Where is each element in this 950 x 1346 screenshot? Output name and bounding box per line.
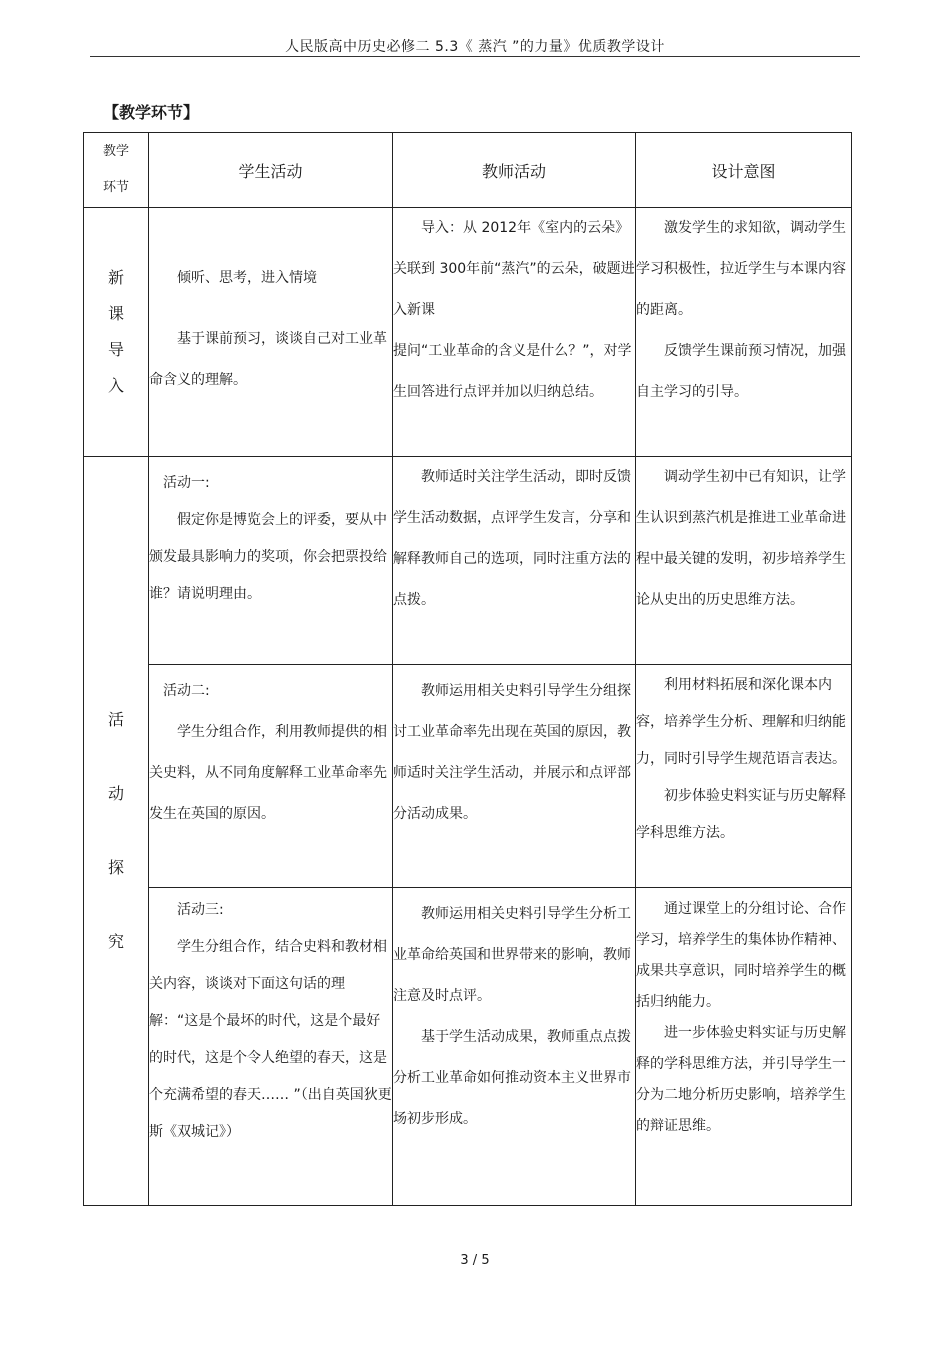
- teacher-cell: [393, 665, 636, 888]
- page-number: 3 / 5: [460, 1253, 490, 1268]
- student-text: 学生分组合作，利用教师提供的相关史料，从不同角度解释工业革命率先发生在英国的原因。: [149, 724, 387, 822]
- table-row: [84, 665, 852, 888]
- spacer: [149, 299, 392, 319]
- teacher-cell: [393, 457, 636, 665]
- teaching-stages-table: [83, 132, 852, 1206]
- student-text: 倾听、思考，进入情境: [177, 270, 317, 286]
- header-stage: [84, 133, 149, 208]
- header-intent: 设计意图: [636, 133, 852, 208]
- student-cell: [149, 888, 393, 1206]
- header-stage-label-1: 教学: [102, 144, 129, 159]
- teacher-cell: [393, 888, 636, 1206]
- intent-cell: [636, 665, 852, 888]
- header-student: 学生活动: [149, 133, 393, 208]
- table-row: [84, 208, 852, 457]
- teacher-text: 导入：从 2012年《室内的云朵》关联到 300年前“蒸汽”的云朵，破题进入新课: [393, 220, 635, 318]
- stage-activity: [84, 457, 149, 1206]
- header-divider: [90, 56, 860, 57]
- intent-text: 反馈学生课前预习情况，加强自主学习的引导。: [636, 343, 846, 400]
- intent-cell: [636, 888, 852, 1206]
- stage-activity-char: 活: [107, 710, 124, 729]
- student-text: 学生分组合作，结合史料和教材相关内容，谈谈对下面这句话的理解：“这是个最坏的时代，这是个最好的时代，这是个令人绝望的春天，这是个充满希望的春天…… ”（出自英国狄更斯《双城记》）: [149, 939, 392, 1140]
- table-row: [84, 457, 852, 665]
- teacher-cell: [393, 208, 636, 457]
- section-title: 【教学环节】: [103, 103, 200, 122]
- stage-intro-char: 导: [107, 340, 124, 359]
- student-cell: [149, 208, 393, 457]
- stage-activity-char: 动: [107, 784, 124, 803]
- stage-intro-char: 新: [107, 268, 124, 287]
- stage-intro-char: 入: [107, 376, 124, 395]
- activity-label: 活动二:: [163, 683, 210, 699]
- intent-text: 进一步体验史料实证与历史解释的学科思维方法，并引导学生一分为二地分析历史影响，培养学生的辩证思维。: [636, 1025, 846, 1134]
- header-stage-label-2: 环节: [102, 180, 129, 195]
- activity-label: 活动一:: [163, 475, 210, 491]
- teacher-text: 基于学生活动成果，教师重点点拨分析工业革命如何推动资本主义世界市场初步形成。: [393, 1029, 631, 1127]
- student-cell: [149, 665, 393, 888]
- intent-cell: [636, 208, 852, 457]
- student-text: 假定你是博览会上的评委，要从中颁发最具影响力的奖项，你会把票投给谁？请说明理由。: [149, 512, 387, 602]
- stage-activity-char: 探: [107, 858, 124, 877]
- page-header: 人民版高中历史必修二 5.3《 蒸汽 ”的力量》优质教学设计: [285, 39, 665, 55]
- intent-text: 通过课堂上的分组讨论、合作学习，培养学生的集体协作精神、成果共享意识，同时培养学生的概括归纳能力。: [636, 901, 846, 1010]
- teacher-text: 教师适时关注学生活动，即时反馈学生活动数据，点评学生发言，分享和解释教师自己的选项，同时注重方法的点拨。: [393, 469, 631, 608]
- stage-intro: [84, 208, 149, 457]
- intent-text: 初步体验史料实证与历史解释学科思维方法。: [636, 788, 846, 841]
- header-teacher: 教师活动: [393, 133, 636, 208]
- student-text: 基于课前预习，谈谈自己对工业革命含义的理解。: [149, 331, 387, 388]
- intent-text: 调动学生初中已有知识，让学生认识到蒸汽机是推进工业革命进程中最关键的发明，初步培养学生论从史出的历史思维方法。: [636, 469, 846, 608]
- teacher-text: 教师运用相关史料引导学生分析工业革命给英国和世界带来的影响，教师注意及时点评。: [393, 906, 631, 1004]
- intent-cell: [636, 457, 852, 665]
- student-cell: [149, 457, 393, 665]
- teacher-text: 提问“工业革命的含义是什么？”，对学生回答进行点评并加以归纳总结。: [393, 343, 632, 400]
- activity-label: 活动三:: [177, 902, 224, 918]
- intent-text: 利用材料拓展和深化课本内容，培养学生分析、理解和归纳能力，同时引导学生规范语言表达。: [636, 677, 846, 767]
- table-row: [84, 888, 852, 1206]
- table-header-row: [84, 133, 852, 208]
- intent-text: 激发学生的求知欲，调动学生学习积极性，拉近学生与本课内容的距离。: [636, 220, 846, 318]
- stage-activity-char: 究: [107, 932, 124, 951]
- teacher-text: 教师运用相关史料引导学生分组探讨工业革命率先出现在英国的原因，教师适时关注学生活动，并展示和点评部分活动成果。: [393, 683, 631, 822]
- stage-intro-char: 课: [107, 304, 124, 323]
